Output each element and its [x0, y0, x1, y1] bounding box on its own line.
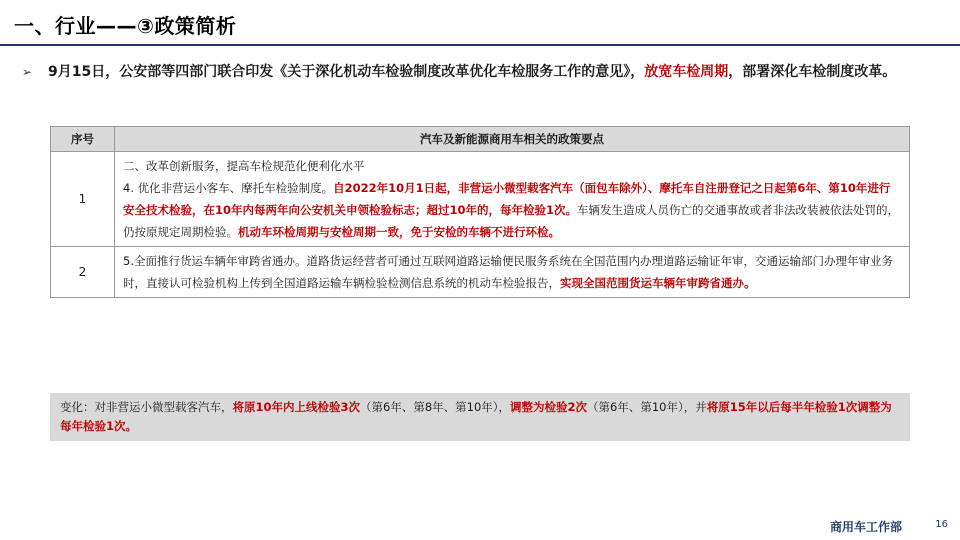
row-text: 5.全面推行货运车辆年审跨省通办。道路货运经营者可通过互联网道路运输便民服务系统在全国范围内办理道路运输证年审，交通运输部门办理年审业务时，直接认可检验机构上传到全国道路运输车辆检验检测信息系统的机动车检验报告， — [123, 254, 893, 290]
note-highlight: 将原10年内上线检验3次 — [232, 400, 361, 414]
note-highlight: 将原15年以后每半年检验1次调整为每年检验1次。 — [60, 400, 892, 433]
note-text: （第6年、第8年、第10年）， — [360, 400, 511, 414]
slide-title: 一、行业——③政策简析 — [14, 14, 237, 38]
page-number: 16 — [935, 519, 948, 530]
table-row — [51, 247, 910, 298]
table-row — [51, 152, 910, 247]
header-index: 序号 — [51, 127, 115, 152]
change-note-box — [50, 393, 910, 441]
note-text: 变化：对非营运小微型载客汽车， — [60, 400, 233, 414]
note-text: （第6年、第10年），并 — [587, 400, 707, 414]
lead-text-part3: ，部署深化车检制度改革。 — [728, 64, 897, 80]
row-content — [115, 152, 910, 247]
row-highlight: 机动车环检周期与安检周期一致，免于安检的车辆不进行环检。 — [238, 225, 560, 239]
lead-text — [48, 60, 922, 84]
row-text: 车辆发生造成人员伤亡的交通事故或者非法改装被依法处罚的，仍按原规定周期检验。 — [123, 203, 900, 239]
row-highlight: 自2022年10月1日起，非营运小微型载客汽车（面包车除外）、摩托车自注册登记之日起第6年、第10年进行安全技术检验，在10年内每两年向公安机关申领检验标志；超过10年的，每年检验1次。 — [123, 181, 891, 217]
lead-paragraph — [22, 60, 922, 84]
table-header-row — [51, 127, 910, 152]
arrow-bullet-icon: ➢ — [22, 65, 33, 79]
row-content — [115, 247, 910, 298]
row-highlight: 实现全国范围货运车辆年审跨省通办。 — [560, 276, 756, 290]
header-policy-points: 汽车及新能源商用车相关的政策要点 — [115, 127, 910, 152]
policy-table — [50, 126, 910, 298]
row-subtitle: 二、改革创新服务，提高车检规范化便利化水平 — [123, 159, 365, 173]
lead-highlight: 放宽车检周期 — [644, 64, 729, 80]
note-highlight: 调整为检验2次 — [510, 400, 588, 414]
title-divider — [0, 44, 960, 46]
lead-text-part1: 9月15日，公安部等四部门联合印发《关于深化机动车检验制度改革优化车检服务工作的意见》， — [48, 64, 645, 80]
footer-department: 商用车工作部 — [829, 520, 902, 534]
row-number: 2 — [51, 247, 115, 298]
row-text: 4. 优化非营运小客车、摩托车检验制度。 — [123, 181, 334, 195]
row-number: 1 — [51, 152, 115, 247]
